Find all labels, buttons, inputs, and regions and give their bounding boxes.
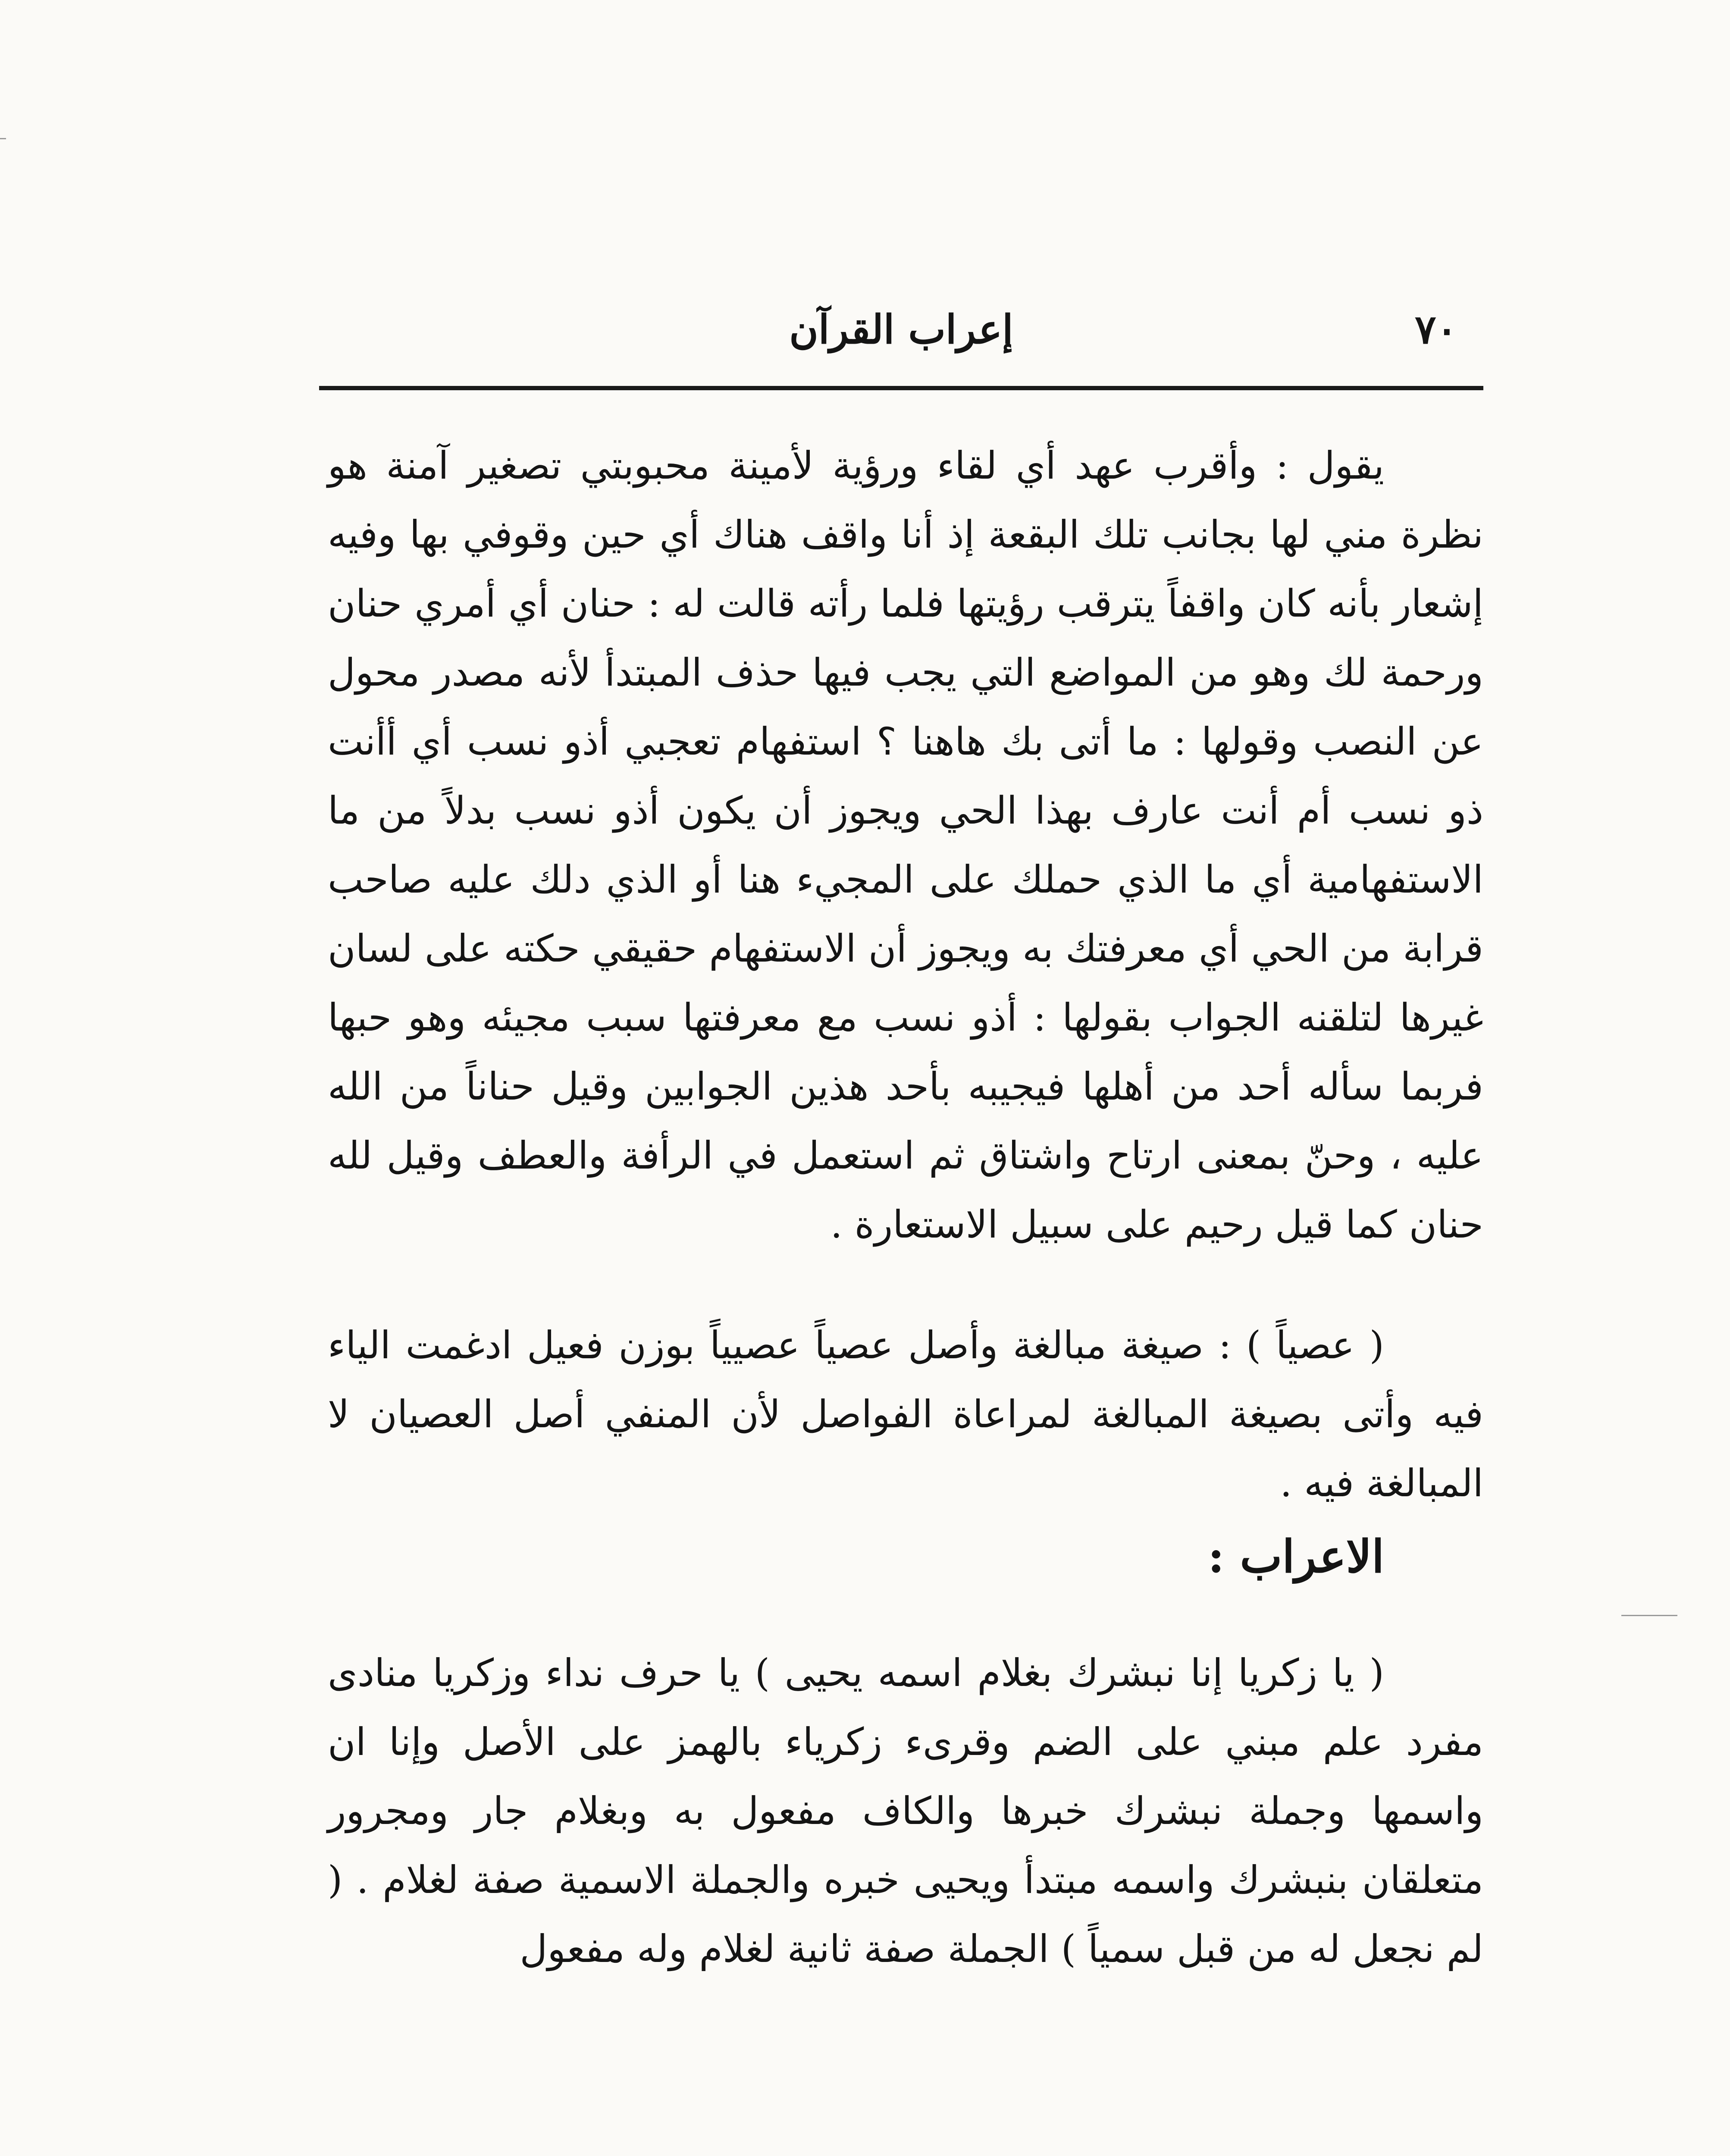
page-number: ٧٠ [1415,306,1457,353]
scan-margin-mark [0,138,6,139]
section-heading: الاعراب : [1207,1530,1384,1583]
page-header [319,298,1483,379]
running-title: إعراب القرآن [789,306,1013,353]
page-body [328,431,1483,1984]
commentary-paragraph: يقول : وأقرب عهد أي لقاء ورؤية لأمينة محبوبتي تصغير آمنة هو نظرة مني لها بجانب تلك البقعة إذ أنا واقف هناك أي حين وقوفي بها وفيه إشعار بأنه كان واقفاً يترقب رؤيتها فلما رأته قالت له : حنان أي أمري حنان ورحمة لك وهو من المواضع التي يجب فيها حذف المبتدأ لأنه مصدر محول عن النصب وقولها : ما أتى بك هاهنا ؟ استفهام تعجبي أذو نسب أي أأنت ذو نسب أم أنت عارف بهذا الحي ويجوز أن يكون أذو نسب بدلاً من ما الاستفهامية أي ما الذي حملك على المجيء هنا أو الذي دلك عليه صاحب قرابة من الحي أي معرفتك به ويجوز أن الاستفهام حقيقي حكته على لسان غيرها لتلقنه الجواب بقولها : أذو نسب مع معرفتها سبب مجيئه وهو حبها فربما سأله أحد من أهلها فيجيبه بأحد هذين الجوابين وقيل حناناً من الله عليه ، وحنّ بمعنى ارتاح واشتاق ثم استعمل في الرأفة والعطف وقيل لله حنان كما قيل رحيم على سبيل الاستعارة . [328,443,1484,1247]
header-rule [319,386,1483,390]
word-note-paragraph: ( عصياً ) : صيغة مبالغة وأصل عصياً عصيياً بوزن فعيل ادغمت الياء فيه وأتى بصيغة المبالغة لمراعاة الفواصل لأن المنفي أصل العصيان لا المبالغة فيه . [328,1323,1483,1505]
scan-margin-mark [1621,1615,1677,1616]
grammar-paragraph: ( يا زكريا إنا نبشرك بغلام اسمه يحيى ) يا حرف نداء وزكريا منادى مفرد علم مبني على الضم وقرىء زكرياء بالهمز على الأصل وإنا ان واسمها وجملة نبشرك خبرها والكاف مفعول به وبغلام جار ومجرور متعلقان بنبشرك واسمه مبتدأ ويحيى خبره والجملة الاسمية صفة لغلام . ( لم نجعل له من قبل سمياً ) الجملة صفة ثانية لغلام وله مفعول [328,1651,1483,1971]
